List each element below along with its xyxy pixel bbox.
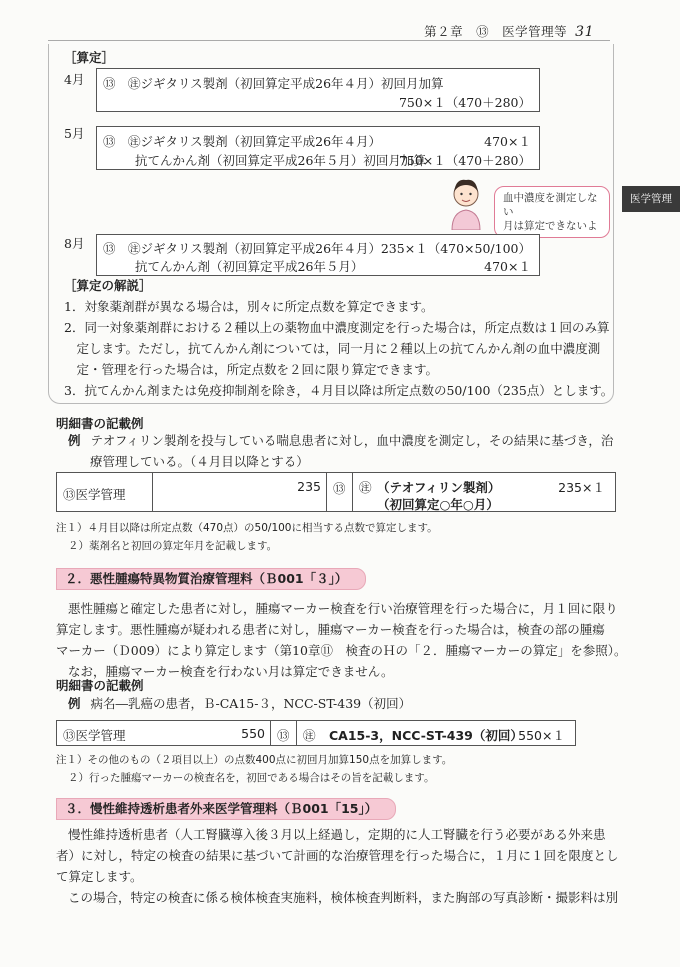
bubble-line-1: 血中濃度を測定しない xyxy=(503,192,598,218)
ex1-mark: ㊟ xyxy=(359,480,372,495)
ex1-text-1: テオフィリン製剤を投与している喘息患者に対し，血中濃度を測定し，その結果に基づき，治 xyxy=(90,433,614,448)
explain-line: 定・管理を行った場合は，所定点数を２回に限り算定できます。 xyxy=(64,362,439,377)
ex1-table xyxy=(56,472,616,512)
ex1-text xyxy=(68,430,616,472)
ex2-calc: 550×１ xyxy=(518,728,565,743)
sec2-body-line: 算定します。悪性腫瘍が疑われる患者に対し，腫瘍マーカー検査を行った場合は，検査の部の腫瘍 xyxy=(56,622,605,637)
ex1-drug: （テオフィリン製剤） xyxy=(377,480,501,495)
may-line-2b: 750×１（470＋280） xyxy=(398,153,531,168)
may-line-1b: 470×１ xyxy=(484,134,531,149)
august-line-1a: ⑬ ㊟ジギタリス製剤（初回算定平成26年４月） xyxy=(103,241,382,256)
ex1-text-2: 療管理している。（４月目以降とする） xyxy=(90,454,309,469)
sec2-body-line: なお，腫瘍マーカー検査を行わない月は算定できません。 xyxy=(68,664,394,679)
bubble-line-2: 月は算定できないよ xyxy=(503,220,598,232)
running-header xyxy=(424,22,594,40)
speech-bubble xyxy=(494,186,610,238)
april-line-1: ⑬ ㊟ジギタリス製剤（初回算定平成26年４月）初回月加算 xyxy=(103,76,444,91)
explain-line: 3．抗てんかん剤または免疫抑制剤を除き，４月目以降は所定点数の50/100（235点）とします。 xyxy=(64,383,614,398)
sec3-body-line: この場合，特定の検査に係る検体検査実施料，検体検査判断料，また胸部の写真診断・撮影料は別 xyxy=(68,890,619,905)
ex1-label: ⑬医学管理 xyxy=(63,487,126,502)
ex1-note-2: ２）薬剤名と初回の算定年月を記載します。 xyxy=(68,540,278,552)
sec2-body-line: マーカー（Ｄ009）により算定します（第10章⑪ 検査のＨの「２．腫瘍マーカーの算定」を参照）。 xyxy=(56,643,627,658)
explain-line: 1．対象薬剤群が異なる場合は，別々に所定点数を算定できます。 xyxy=(64,299,434,314)
side-tab: 医学管理 xyxy=(622,186,680,212)
ex2-table xyxy=(56,720,576,746)
explain-list xyxy=(64,296,614,401)
section-3-heading: ３．慢性維持透析患者外来医学管理料（Ｂ001「15」） xyxy=(56,798,396,820)
ex2-note-2: ２）行った腫瘍マーカーの検査名を，初回である場合はその旨を記載します。 xyxy=(68,772,435,784)
page-number: 31 xyxy=(575,24,594,40)
calc-box-august xyxy=(96,234,540,276)
ex2-text xyxy=(68,694,411,712)
explain-title: ［算定の解説］ xyxy=(64,278,152,293)
april-line-2: 750×１（470＋280） xyxy=(398,95,531,110)
ex1-calc: 235×１ xyxy=(558,480,605,495)
ex2-content: CA15-3，NCC-ST-439（初回） xyxy=(329,728,523,743)
ex1-points: 235 xyxy=(297,479,321,494)
sec3-body-line: 者）に対し，特定の検査の結果に基づいて計画的な治療管理を行った場合に，１月に１回を限度とし xyxy=(56,848,619,863)
ex2-lead: 例 xyxy=(68,696,81,711)
ex2-title: 明細書の記載例 xyxy=(56,678,144,693)
doctor-avatar-icon xyxy=(446,172,486,230)
month-label-april: 4月 xyxy=(64,72,85,87)
section-3-body xyxy=(56,824,619,908)
section-2-heading: ２．悪性腫瘍特異物質治療管理料（Ｂ001「３」） xyxy=(56,568,366,590)
may-line-1a: ⑬ ㊟ジギタリス製剤（初回算定平成26年４月） xyxy=(103,134,382,149)
may-line-2a: 抗てんかん剤（初回算定平成26年５月）初回月加算 xyxy=(135,153,426,168)
calc-title: ［算定］ xyxy=(64,50,115,65)
sec3-body-line: 慢性維持透析患者（人工腎臓導入後３月以上経過し，定期的に人工腎臓を行う必要がある外来患 xyxy=(68,827,606,842)
calc-box-april xyxy=(96,68,540,112)
ex2-note-1: 注１）その他のもの（２項目以上）の点数400点に初回月加算150点を加算します。 xyxy=(56,754,453,766)
ex1-note-1: 注１）４月目以降は所定点数（470点）の50/100に相当する点数で算定します。 xyxy=(56,522,438,534)
ex1-code: ⑬ xyxy=(333,481,346,496)
month-label-august: 8月 xyxy=(64,236,85,251)
sec2-body-line: 悪性腫瘍と確定した患者に対し，腫瘍マーカー検査を行い治療管理を行った場合に，月１回に限り xyxy=(68,601,618,616)
explain-line: 2．同一対象薬剤群における２種以上の薬物血中濃度測定を行った場合は，所定点数は１回のみ算 xyxy=(64,320,610,335)
ex1-lead: 例 xyxy=(68,433,81,448)
calc-box-may xyxy=(96,126,540,170)
ex2-label: ⑬医学管理 xyxy=(63,728,126,743)
august-line-1b: 235×１（470×50/100） xyxy=(380,241,531,256)
section-2-body xyxy=(56,598,627,682)
chapter-title: 第２章 ⑬ 医学管理等 xyxy=(424,24,568,39)
ex2-body: 病名―乳癌の患者，Ｂ-CA15-３，NCC-ST-439（初回） xyxy=(90,696,412,711)
month-label-may: 5月 xyxy=(64,126,85,141)
ex1-title: 明細書の記載例 xyxy=(56,416,144,431)
august-line-2b: 470×１ xyxy=(484,259,531,274)
ex2-points: 550 xyxy=(241,726,265,741)
explain-line: 定します。ただし，抗てんかん剤については，同一月に２種以上の抗てんかん剤の血中濃度測 xyxy=(64,341,601,356)
august-line-2a: 抗てんかん剤（初回算定平成26年５月） xyxy=(135,259,364,274)
ex2-mark: ㊟ xyxy=(303,728,316,743)
ex2-code: ⑬ xyxy=(277,728,290,743)
ex1-first: （初回算定○年○月） xyxy=(377,497,499,512)
sec3-body-line: て算定します。 xyxy=(56,869,143,884)
header-rule xyxy=(48,40,610,41)
